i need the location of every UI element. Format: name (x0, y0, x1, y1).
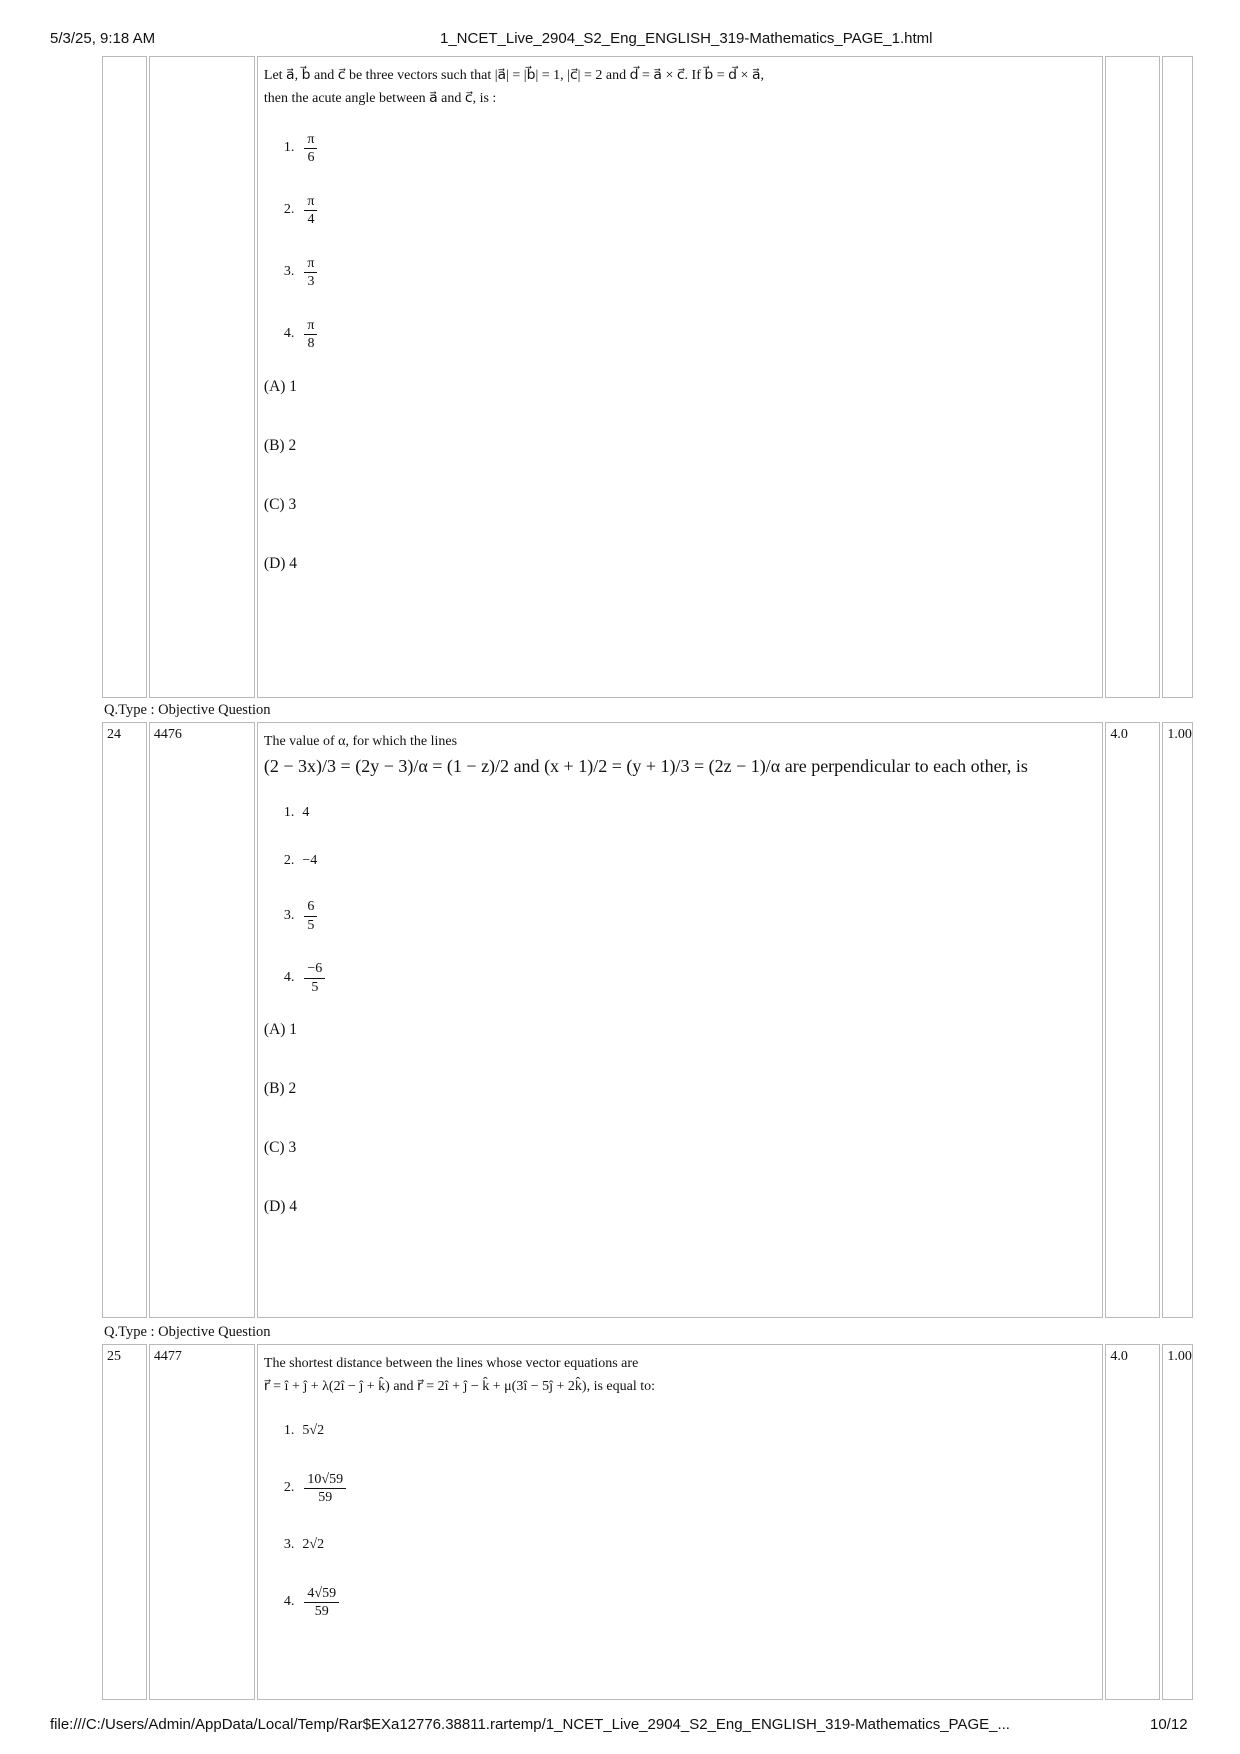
answer-b: (B) 2 (263, 436, 297, 454)
print-page-title: 1_NCET_Live_2904_S2_Eng_ENGLISH_319-Mathematics_PAGE_1.html (440, 30, 933, 47)
answer-a: (A) 1 (263, 1021, 298, 1039)
print-datetime: 5/3/25, 9:18 AM (50, 30, 156, 47)
option-4: 4. $\frac{4√59}{59}$ (284, 1583, 1098, 1623)
vector-equation-2: r⃗ = 2î + ĵ − k̂ + μ(3î − 5ĵ + 2k̂) (417, 1378, 587, 1394)
options-list (284, 129, 1098, 355)
question-24-row (100, 720, 1195, 1320)
question-equations: r⃗ = î + ĵ + λ(2î − ĵ + k̂) and r⃗ = 2î + ĵ − k̂ + μ(3î − 5ĵ + 2k̂), is equal to: (263, 1378, 655, 1394)
question-id-cell: 4477 (149, 1344, 255, 1700)
question-content (257, 1344, 1103, 1700)
option-1: 1. $\frac{\pi}{6}$ (284, 129, 1098, 169)
answer-c: (C) 3 (263, 1139, 297, 1157)
sl-no-cell (102, 56, 147, 698)
answer-d: (D) 4 (263, 1197, 298, 1215)
option-3: 3. $\frac{6}{5}$ (284, 896, 1098, 936)
option-2: 2. −4 (283, 852, 318, 868)
question-equations: (2 − 3x)/3 = (2y − 3)/α = (1 − z)/2 and (x + 1)/2 = (y + 1)/3 = (2z − 1)/α are perpendicular to each other, is (263, 755, 1028, 776)
option-4: 4. $\frac{\pi}{8}$ (284, 315, 1098, 355)
answer-b: (B) 2 (263, 1080, 297, 1098)
question-stem: The shortest distance between the lines whose vector equations are (263, 1356, 639, 1371)
sl-no-cell: 24 (102, 722, 147, 1318)
negative-marks-cell (1162, 56, 1193, 698)
question-content (257, 722, 1103, 1318)
question-type-label: Q.Type : Objective Question (104, 1324, 271, 1340)
question-stem-line2: then the acute angle between a⃗ and c⃗, is : (263, 90, 497, 106)
question-stem: Let a⃗, b⃗ and c⃗ be three vectors such that |a⃗| = |b⃗| = 1, |c⃗| = 2 and d⃗ = a⃗ × c⃗. If b⃗ = d⃗ × a⃗, (263, 68, 765, 83)
option-4: 4. $\frac{-6}{5}$ (284, 958, 1098, 998)
answer-choices (264, 377, 1098, 575)
question-25-row (100, 1342, 1195, 1702)
options-list (284, 800, 1098, 998)
option-1: 1. 4 (283, 804, 310, 820)
option-1: 1. 5√2 (283, 1423, 325, 1439)
marks-cell: 4.0 (1105, 722, 1160, 1318)
negative-marks-cell: 1.00 (1162, 1344, 1193, 1700)
line-2-equation: (x + 1)/2 = (y + 1)/3 = (2z − 1)/α (544, 755, 781, 776)
question-type-label: Q.Type : Objective Question (104, 702, 271, 718)
sl-no-cell: 25 (102, 1344, 147, 1700)
answer-c: (C) 3 (263, 495, 297, 513)
line-1-equation: (2 − 3x)/3 = (2y − 3)/α = (1 − z)/2 (263, 755, 510, 776)
answer-choices (264, 1020, 1098, 1218)
marks-cell (1105, 56, 1160, 698)
question-stem: The value of α, for which the lines (263, 734, 458, 749)
option-3: 3. 2√2 (283, 1537, 325, 1553)
print-file-path: file:///C:/Users/Admin/AppData/Local/Temp/Rar$EXa12776.38811.rartemp/1_NCET_Live_2904_S2_Eng_ENGLISH_319-Mathematics_PAGE_... (50, 1716, 1010, 1733)
option-2: 2. $\frac{\pi}{4}$ (284, 191, 1098, 231)
print-page-counter: 10/12 (1150, 1716, 1188, 1733)
question-23-row (100, 54, 1195, 700)
option-3: 3. $\frac{\pi}{3}$ (284, 253, 1098, 293)
answer-a: (A) 1 (263, 377, 298, 395)
question-content (257, 56, 1103, 698)
options-list (284, 1417, 1098, 1623)
question-id-cell: 4476 (149, 722, 255, 1318)
question-id-cell (149, 56, 255, 698)
marks-cell: 4.0 (1105, 1344, 1160, 1700)
negative-marks-cell: 1.00 (1162, 722, 1193, 1318)
option-2: 2. $\frac{10√59}{59}$ (284, 1469, 1098, 1509)
vector-equation-1: r⃗ = î + ĵ + λ(2î − ĵ + k̂) (263, 1378, 390, 1394)
answer-d: (D) 4 (263, 554, 298, 572)
